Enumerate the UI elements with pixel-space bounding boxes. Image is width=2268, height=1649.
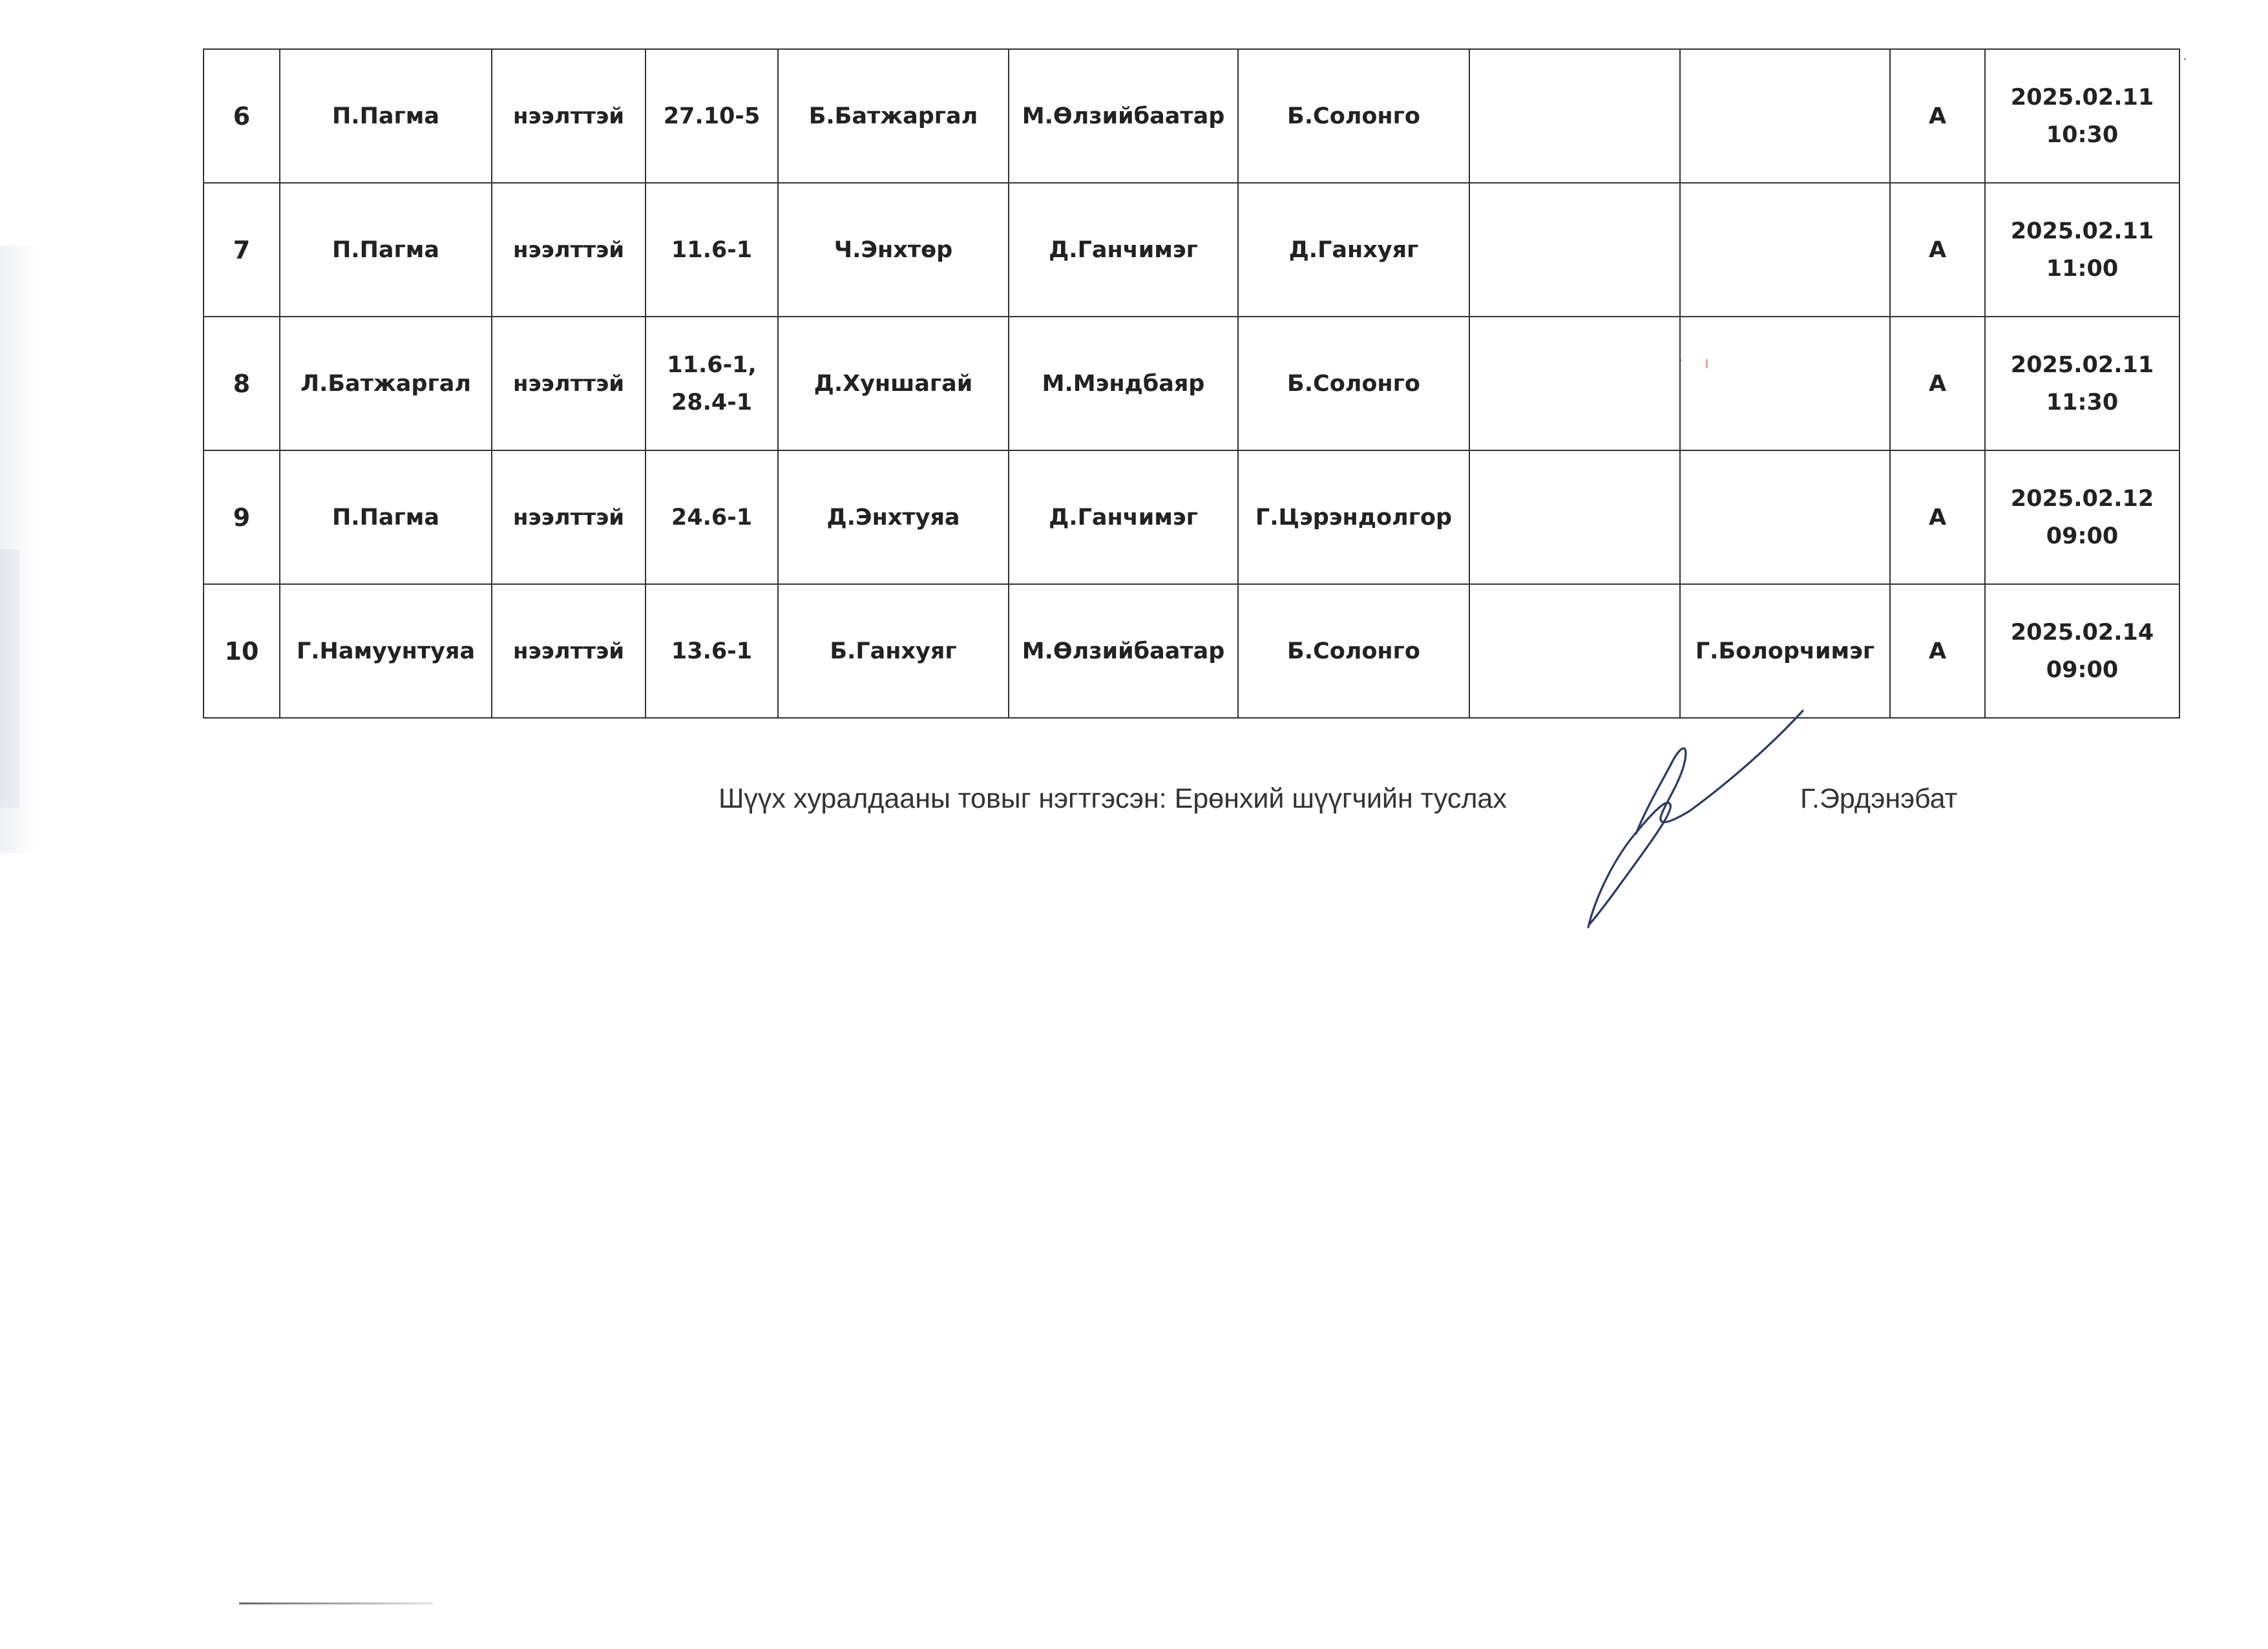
party-c-cell: Б.Солонго: [1238, 584, 1469, 718]
article-cell: 24.6-1: [646, 450, 778, 584]
party-b-cell: М.Өлзийбаатар: [1009, 49, 1238, 183]
article-cell: 13.6-1: [646, 584, 778, 718]
empty-cell: [1469, 450, 1680, 584]
party-a-cell: Б.Батжаргал: [778, 49, 1009, 183]
room-cell: А: [1890, 49, 1985, 183]
table-row: [204, 450, 2179, 584]
room-cell: А: [1890, 584, 1985, 718]
datetime-cell: 2025.02.11 11:30: [1985, 317, 2179, 450]
representative-cell: [1680, 450, 1890, 584]
article-cell: 11.6-1: [646, 183, 778, 317]
hearing-type-cell: нээлттэй: [492, 183, 646, 317]
party-b-cell: Д.Ганчимэг: [1009, 183, 1238, 317]
party-a-cell: Д.Энхтуяа: [778, 450, 1009, 584]
party-c-cell: Б.Солонго: [1238, 49, 1469, 183]
divider-line: [239, 1602, 433, 1604]
footer-statement: Шүүх хуралдааны товыг нэгтгэсэн: Ерөнхий шүүгчийн туслах: [719, 783, 1507, 814]
empty-cell: [1469, 183, 1680, 317]
party-b-cell: Д.Ганчимэг: [1009, 450, 1238, 584]
room-cell: А: [1890, 450, 1985, 584]
scan-speck: [1706, 359, 1708, 368]
row-number-cell: 9: [204, 450, 280, 584]
judge-cell: П.Пагма: [280, 450, 492, 584]
datetime-cell: 2025.02.12 09:00: [1985, 450, 2179, 584]
scan-shading: [0, 549, 19, 808]
table-row: [204, 183, 2179, 317]
table-row: [204, 317, 2179, 450]
empty-cell: [1469, 49, 1680, 183]
signature: [1577, 708, 1816, 934]
judge-cell: Л.Батжаргал: [280, 317, 492, 450]
representative-cell: [1680, 317, 1890, 450]
scan-speck: [1680, 359, 1682, 361]
datetime-cell: 2025.02.11 11:00: [1985, 183, 2179, 317]
party-b-cell: М.Өлзийбаатар: [1009, 584, 1238, 718]
party-c-cell: Д.Ганхуяг: [1238, 183, 1469, 317]
assistant-name: Г.Эрдэнэбат: [1800, 783, 1958, 814]
judge-cell: Г.Намуунтуяа: [280, 584, 492, 718]
table-row: [204, 49, 2179, 183]
judge-cell: П.Пагма: [280, 183, 492, 317]
article-cell: 11.6-1, 28.4-1: [646, 317, 778, 450]
table-body: [204, 49, 2179, 718]
row-number-cell: 6: [204, 49, 280, 183]
row-number-cell: 10: [204, 584, 280, 718]
representative-cell: [1680, 49, 1890, 183]
judge-cell: П.Пагма: [280, 49, 492, 183]
party-c-cell: Г.Цэрэндолгор: [1238, 450, 1469, 584]
room-cell: А: [1890, 317, 1985, 450]
party-a-cell: Д.Хуншагай: [778, 317, 1009, 450]
hearing-type-cell: нээлттэй: [492, 49, 646, 183]
hearing-type-cell: нээлттэй: [492, 584, 646, 718]
row-number-cell: 7: [204, 183, 280, 317]
empty-cell: [1469, 584, 1680, 718]
scan-speck: [2184, 58, 2186, 60]
room-cell: А: [1890, 183, 1985, 317]
datetime-cell: 2025.02.14 09:00: [1985, 584, 2179, 718]
article-cell: 27.10-5: [646, 49, 778, 183]
party-b-cell: М.Мэндбаяр: [1009, 317, 1238, 450]
party-a-cell: Ч.Энхтөр: [778, 183, 1009, 317]
row-number-cell: 8: [204, 317, 280, 450]
hearing-type-cell: нээлттэй: [492, 317, 646, 450]
party-c-cell: Б.Солонго: [1238, 317, 1469, 450]
party-a-cell: Б.Ганхуяг: [778, 584, 1009, 718]
datetime-cell: 2025.02.11 10:30: [1985, 49, 2179, 183]
table-row: [204, 584, 2179, 718]
hearing-schedule-table: [203, 48, 2180, 719]
empty-cell: [1469, 317, 1680, 450]
representative-cell: [1680, 183, 1890, 317]
representative-cell: Г.Болорчимэг: [1680, 584, 1890, 718]
hearing-type-cell: нээлттэй: [492, 450, 646, 584]
